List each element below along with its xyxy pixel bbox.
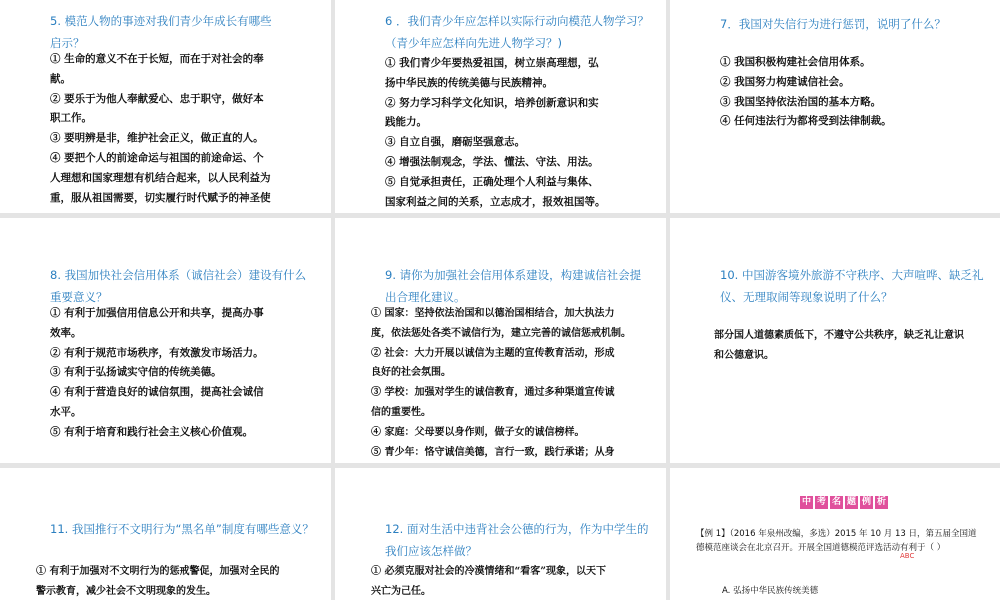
answer-5: ① 生命的意义不在于长短，而在于对社会的奉 献。 ② 要乐于为他人奉献爱心、忠于职守，做好本 职工作。 ③ 要明辨是非，维护社会正义，做正直的人。 ④ 要把个人的前途命运与祖国的前途命运、个 人理想和国家理想有机结合起来，以人民利益为 重，服从祖国需要，切实履行时代赋予的神圣使 bbox=[50, 53, 271, 204]
badge-char: 考 bbox=[816, 497, 826, 507]
answer-7: ① 我国积极构建社会信用体系。 ② 我国努力构建诚信社会。 ③ 我国坚持依法治国的基本方略。 ④ 任何违法行为都将受到法律制裁。 bbox=[720, 56, 892, 128]
badge-char: 中 bbox=[801, 497, 811, 507]
slide-12 bbox=[335, 468, 666, 600]
slide-6 bbox=[335, 0, 666, 213]
question-11: 11. 我国推行不文明行为“黑名单”制度有哪些意义？ bbox=[50, 522, 314, 536]
answer-9: ① 国家：坚持依法治国和以德治国相结合，加大执法力 度，依法惩处各类不诚信行为，建立完善的诚信惩戒机制。 ② 社会：大力开展以诚信为主题的宣传教育活动，形成 良好的社会氛围。 ③ 学校：加强对学生的诚信教育，通过多种渠道宣传诚 信的重要性。 ④ 家庭：父母要以身作则，做子女的诚信榜样。 ⑤ 青少年：恪守诚信美德，言行一致，践行承诺；从身 bbox=[371, 308, 631, 458]
slide-7 bbox=[670, 0, 1000, 213]
answer-10: 部分国人道德素质低下，不遵守公共秩序，缺乏礼让意识 和公德意识。 bbox=[714, 330, 964, 361]
question-5: 5. 模范人物的事迹对我们青少年成长有哪些 启示？ bbox=[50, 14, 272, 50]
question-10: 10. 中国游客境外旅游不守秩序、大声喧哗、缺乏礼 仪、无理取闹等现象说明了什么？ bbox=[720, 268, 984, 304]
answer-11: ① 有利于加强对不文明行为的惩戒警促，加强对全民的 警示教育，减少社会不文明现象的发生。 bbox=[36, 566, 280, 597]
question-8: 8. 我国加快社会信用体系（诚信社会）建设有什么 重要意义？ bbox=[50, 268, 307, 304]
example-question: 【例 1】（2016 年泉州改编，多选）2015 年 10 月 13 日，第五届全国道 德模范座谈会在北京召开。开展全国道德模范评选活动有利于（ ） bbox=[696, 529, 977, 553]
slide-9 bbox=[335, 218, 666, 463]
slide-10 bbox=[670, 218, 1000, 463]
question-12: 12. 面对生活中违背社会公德的行为，作为中学生的 我们应该怎样做？ bbox=[385, 522, 649, 558]
slide-example bbox=[670, 468, 1000, 600]
badge-char: 题 bbox=[846, 497, 856, 507]
badge-char: 名 bbox=[831, 497, 841, 507]
slide-8 bbox=[0, 218, 331, 463]
slide-5 bbox=[0, 0, 331, 213]
exam-example-badge bbox=[800, 496, 888, 509]
option-a: A. 弘扬中华民族传统美德 bbox=[722, 586, 819, 596]
question-9: 9. 请你为加强社会信用体系建设，构建诚信社会提 出合理化建议。 bbox=[385, 268, 642, 304]
question-7: 7．我国对失信行为进行惩罚，说明了什么？ bbox=[720, 17, 946, 31]
badge-char: 例 bbox=[861, 497, 871, 507]
badge-char: 析 bbox=[876, 497, 886, 507]
answer-stamp: ABC bbox=[900, 552, 915, 560]
slide-11 bbox=[0, 468, 331, 600]
answer-6: ① 我们青少年要热爱祖国，树立崇高理想，弘 扬中华民族的传统美德与民族精神。 ② 努力学习科学文化知识，培养创新意识和实 践能力。 ③ 自立自强，磨砺坚强意志。 ④ 增强法制观念，学法、懂法、守法、用法。 ⑤ 自觉承担责任，正确处理个人利益与集体、 国家利益之间的关系，立志成才，报效祖国等。 bbox=[385, 57, 606, 208]
question-6: 6 ．我们青少年应怎样以实际行动向模范人物学习？ （青少年应怎样向先进人物学习？) bbox=[385, 14, 649, 50]
answer-12: ① 必须克服对社会的冷漠情绪和“看客”现象，以天下 兴亡为己任。 bbox=[371, 566, 606, 597]
answer-8: ① 有利于加强信用信息公开和共享，提高办事 效率。 ② 有利于规范市场秩序，有效激发市场活力。 ③ 有利于弘扬诚实守信的传统美德。 ④ 有利于营造良好的诚信氛围，提高社会诚信 水平。 ⑤ 有利于培育和践行社会主义核心价值观。 bbox=[50, 307, 264, 438]
